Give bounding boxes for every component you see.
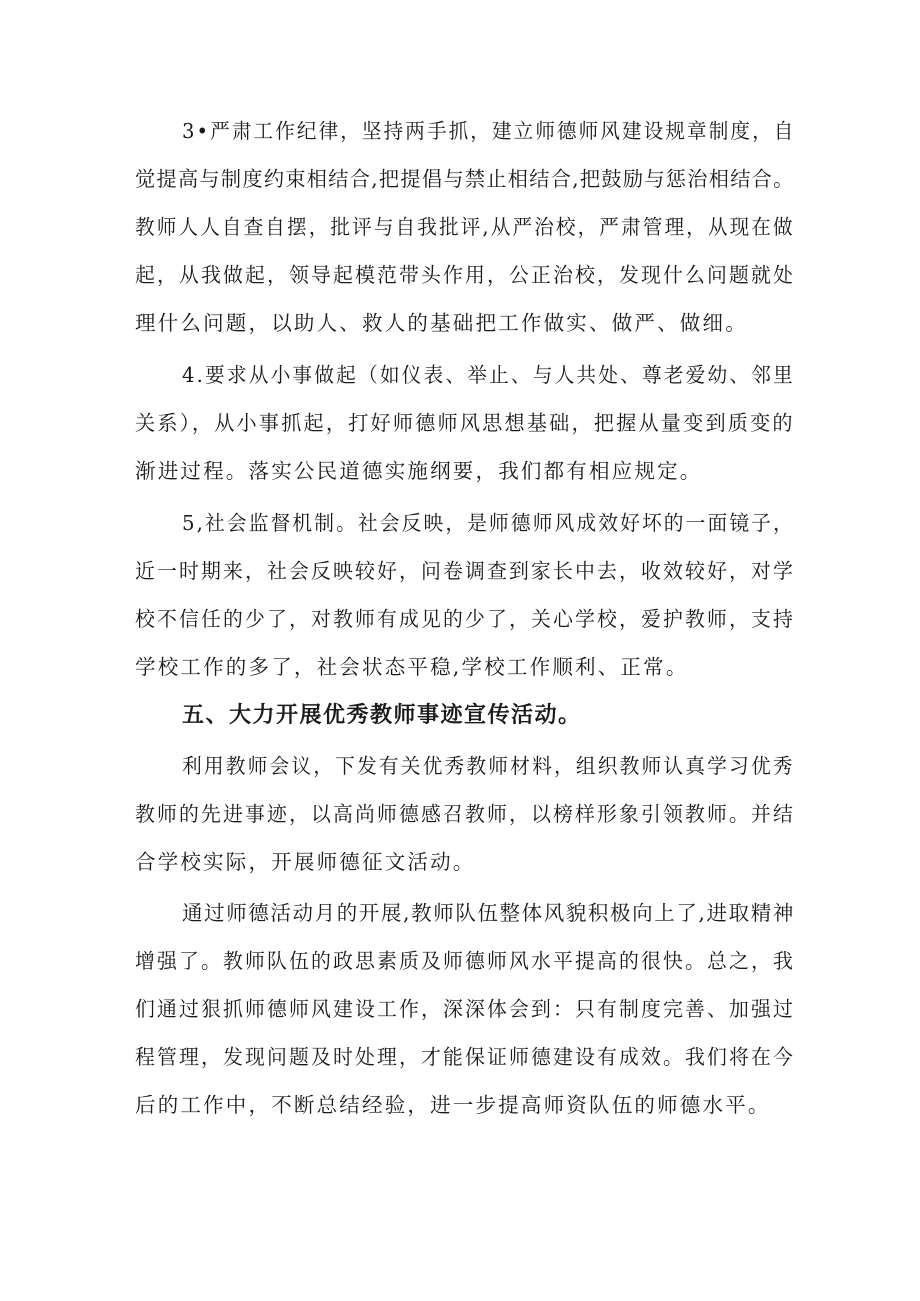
text-line: 增强了。教师队伍的政思素质及师德师风水平提高的很快。总之，我 [135, 949, 795, 973]
section-heading-text: 五、大力开展优秀教师事迹宣传活动。 [182, 703, 582, 728]
text-line: 近一时期来，社会反映较好，问卷调查到家长中去，收效较好，对学 [135, 559, 795, 583]
text-line: 后的工作中，不断总结经验，进一步提高师资队伍的师德水平。 [135, 1093, 771, 1117]
text-line: 合学校实际，开展师德征文活动。 [135, 850, 476, 874]
text-line: 教师的先进事迹，以高尚师德感召教师，以榜样形象引领教师。并结 [135, 802, 795, 826]
text-line: 关系），从小事抓起，打好师德师风思想基础，把握从量变到质变的 [135, 411, 795, 435]
text-line: 理什么问题，以助人、救人的基础把工作做实、做严、做细。 [135, 311, 748, 335]
text-line: 教师人人自查自摆，批评与自我批评,从严治校，严肃管理，从现在做 [135, 215, 795, 239]
text-line: 校不信任的少了，对教师有成见的少了，关心学校，爱护教师，支持 [135, 607, 795, 631]
text-line: 通过师德活动月的开展,教师队伍整体风貌积极向上了,进取精神 [182, 901, 795, 925]
text-line: 学校工作的多了，社会状态平稳,学校工作顺利、正常。 [135, 655, 689, 679]
text-line: 利用教师会议，下发有关优秀教师材料，组织教师认真学习优秀 [182, 754, 795, 778]
text-line: 们通过狠抓师德师风建设工作，深深体会到：只有制度完善、加强过 [135, 997, 795, 1021]
text-line: 渐进过程。落实公民道德实施纲要，我们都有相应规定。 [135, 459, 703, 483]
text-line: 3•严肃工作纪律，坚持两手抓，建立师德师风建设规章制度，自 [182, 119, 796, 143]
text-line: 4.要求从小事做起（如仪表、举止、与人共处、尊老爱幼、邻里 [182, 363, 795, 387]
text-line: 程管理，发现问题及时处理，才能保证师德建设有成效。我们将在今 [135, 1045, 795, 1069]
text-line: 觉提高与制度约束相结合,把提倡与禁止相结合,把鼓励与惩治相结合。 [135, 167, 795, 191]
text-line: 5,社会监督机制。社会反映，是师德师风成效好坏的一面镜子， [182, 511, 795, 535]
text-line: 起，从我做起，领导起模范带头作用，公正治校，发现什么问题就处 [135, 263, 795, 287]
